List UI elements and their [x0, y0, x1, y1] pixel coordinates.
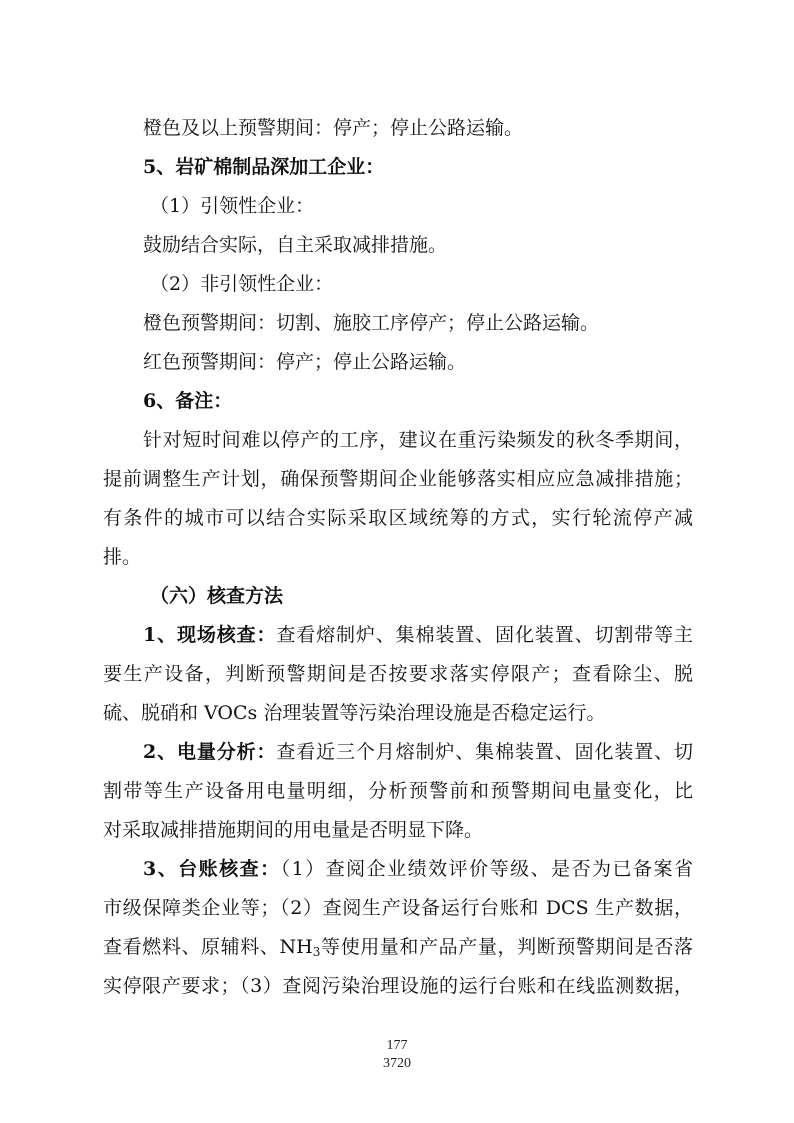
paragraph-line: 对采取减排措施期间的用电量是否明显下降。: [103, 819, 484, 841]
text-line: 橙色及以上预警期间：停产；停止公路运输。: [143, 117, 524, 139]
paragraph-line: 1、现场核查：查看熔制炉、集棉装置、固化装置、切割带等主: [143, 624, 693, 646]
paragraph-line: 市级保障类企业等；（2）查阅生产设备运行台账和 DCS 生产数据，: [103, 897, 693, 919]
paragraph-line: 硫、脱硝和 VOCs 治理装置等污染治理设施是否稳定运行。: [103, 702, 606, 724]
paragraph-line: 实停限产要求；（3）查阅污染治理设施的运行台账和在线监测数据，: [103, 975, 693, 997]
paragraph-line: 3、台账核查：（1）查阅企业绩效评价等级、是否为已备案省: [143, 858, 693, 880]
paragraph-line: 要生产设备，判断预警期间是否按要求落实停限产；查看除尘、脱: [103, 663, 693, 685]
paragraph-label: 3、台账核查：: [143, 858, 281, 880]
paragraph-line: 2、电量分析：查看近三个月熔制炉、集棉装置、固化装置、切: [143, 741, 693, 763]
sub-heading: （2）非引领性企业：: [150, 273, 334, 295]
text-line: 排。: [103, 546, 142, 568]
text-line: 针对短时间难以停产的工序，建议在重污染频发的秋冬季期间，: [143, 429, 693, 451]
section-heading: 5、岩矿棉制品深加工企业：: [143, 156, 385, 178]
sub-heading: （1）引领性企业：: [150, 195, 315, 217]
section-heading: （六）核查方法: [150, 585, 284, 607]
paragraph-line: 割带等生产设备用电量明细，分析预警前和预警期间电量变化，比: [103, 780, 693, 802]
subscript: 3: [312, 945, 321, 959]
text-line: 橙色预警期间：切割、施胶工序停产；停止公路运输。: [143, 312, 600, 334]
paragraph-label: 2、电量分析：: [143, 741, 277, 763]
paragraph-label: 1、现场核查：: [143, 624, 277, 646]
text-line: 红色预警期间：停产；停止公路运输。: [143, 351, 467, 373]
paragraph-line: 查看燃料、原辅料、$NH_3$等使用量和产品产量，判断预警期间是否落: [103, 936, 693, 959]
text-line: 提前调整生产计划，确保预警期间企业能够落实相应应急减排措施；: [103, 468, 693, 490]
text-line: 鼓励结合实际，自主采取减排措施。: [143, 234, 448, 256]
text-line: 有条件的城市可以结合实际采取区域统筹的方式，实行轮流停产减: [103, 507, 693, 529]
section-heading: 6、备注：: [143, 390, 233, 412]
total-page-number: 3720: [383, 1056, 411, 1071]
page-number: 177: [386, 1038, 408, 1053]
